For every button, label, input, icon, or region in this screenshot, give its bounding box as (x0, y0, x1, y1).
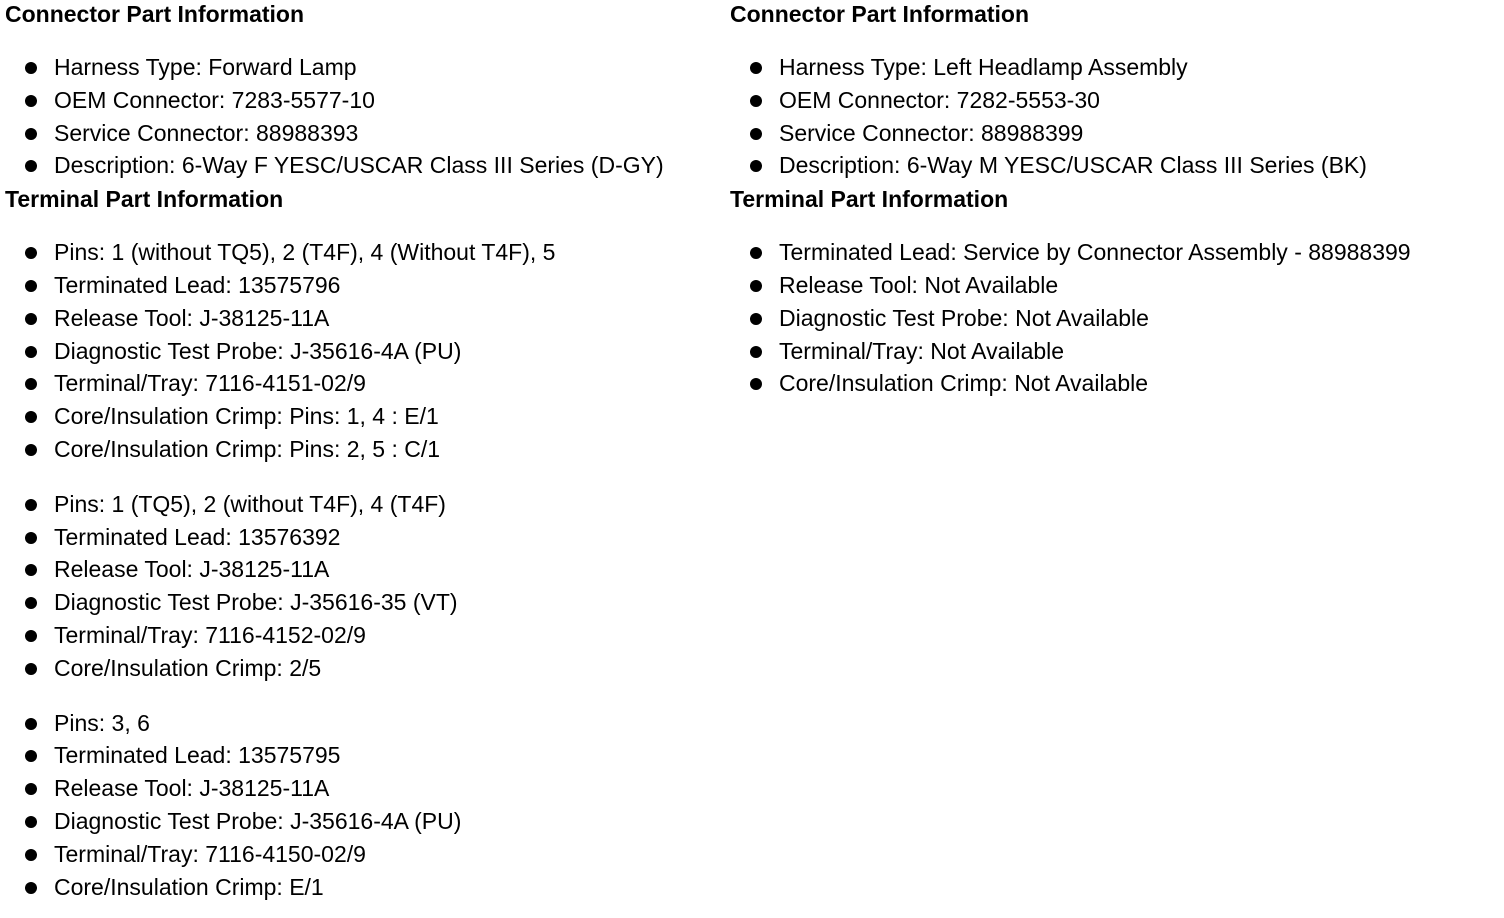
terminal-group-1 (730, 236, 1500, 400)
bullet-icon (750, 378, 762, 390)
bullet-icon (750, 95, 762, 107)
list-item: OEM Connector: 7282-5553-30 (730, 84, 1500, 117)
terminal-heading: Terminal Part Information (5, 186, 284, 213)
bullet-icon (25, 882, 37, 894)
list-item: Core/Insulation Crimp: Pins: 2, 5 : C/1 (5, 433, 725, 466)
bullet-icon (25, 816, 37, 828)
list-item: Diagnostic Test Probe: Not Available (730, 302, 1500, 335)
list-item: Release Tool: J-38125-11A (5, 553, 725, 586)
connector-heading: Connector Part Information (5, 1, 305, 27)
bullet-icon (750, 128, 762, 140)
list-item: Terminated Lead: 13575796 (5, 269, 725, 302)
bullet-icon (25, 95, 37, 107)
terminal-heading: Terminal Part Information (730, 186, 1009, 213)
bullet-icon (25, 378, 37, 390)
bullet-icon (750, 247, 762, 259)
bullet-icon (25, 346, 37, 358)
list-item: Service Connector: 88988399 (730, 117, 1500, 150)
terminal-group-3 (5, 707, 725, 904)
list-item: Core/Insulation Crimp: Not Available (730, 367, 1500, 400)
list-item: Harness Type: Left Headlamp Assembly (730, 51, 1500, 84)
list-item: Release Tool: Not Available (730, 269, 1500, 302)
list-item: Core/Insulation Crimp: 2/5 (5, 652, 725, 685)
bullet-icon (25, 783, 37, 795)
list-item: Release Tool: J-38125-11A (5, 772, 725, 805)
list-item: Terminal/Tray: 7116-4152-02/9 (5, 619, 725, 652)
list-item: Diagnostic Test Probe: J-35616-35 (VT) (5, 586, 725, 619)
bullet-icon (750, 160, 762, 172)
bullet-icon (25, 663, 37, 675)
terminal-group-1 (5, 236, 725, 466)
bullet-icon (25, 849, 37, 861)
list-item: Terminal/Tray: 7116-4151-02/9 (5, 367, 725, 400)
left-column (5, 0, 725, 903)
list-item: Diagnostic Test Probe: J-35616-4A (PU) (5, 335, 725, 368)
bullet-icon (25, 247, 37, 259)
list-item: OEM Connector: 7283-5577-10 (5, 84, 725, 117)
bullet-icon (25, 280, 37, 292)
list-item: Terminal/Tray: Not Available (730, 335, 1500, 368)
list-item: Service Connector: 88988393 (5, 117, 725, 150)
bullet-icon (25, 564, 37, 576)
list-item: Terminated Lead: 13575795 (5, 739, 725, 772)
bullet-icon (25, 718, 37, 730)
list-item: Terminated Lead: Service by Connector Assembly - 88988399 (730, 236, 1500, 269)
bullet-icon (25, 313, 37, 325)
bullet-icon (25, 597, 37, 609)
bullet-icon (750, 62, 762, 74)
list-item: Harness Type: Forward Lamp (5, 51, 725, 84)
list-item: Diagnostic Test Probe: J-35616-4A (PU) (5, 805, 725, 838)
bullet-icon (25, 444, 37, 456)
bullet-icon (25, 630, 37, 642)
bullet-icon (25, 62, 37, 74)
list-item: Pins: 1 (without TQ5), 2 (T4F), 4 (Without T4F), 5 (5, 236, 725, 269)
bullet-icon (25, 532, 37, 544)
connector-info-list (730, 51, 1500, 182)
connector-info-list (5, 51, 725, 182)
right-column (730, 0, 1500, 400)
list-item: Description: 6-Way F YESC/USCAR Class III Series (D-GY) (5, 149, 725, 182)
bullet-icon (25, 499, 37, 511)
bullet-icon (750, 346, 762, 358)
list-item: Pins: 1 (TQ5), 2 (without T4F), 4 (T4F) (5, 488, 725, 521)
list-item: Core/Insulation Crimp: Pins: 1, 4 : E/1 (5, 400, 725, 433)
list-item: Terminated Lead: 13576392 (5, 521, 725, 554)
list-item: Core/Insulation Crimp: E/1 (5, 871, 725, 904)
bullet-icon (25, 750, 37, 762)
list-item: Terminal/Tray: 7116-4150-02/9 (5, 838, 725, 871)
list-item: Description: 6-Way M YESC/USCAR Class III Series (BK) (730, 149, 1500, 182)
bullet-icon (25, 160, 37, 172)
bullet-icon (25, 411, 37, 423)
terminal-group-2 (5, 488, 725, 685)
bullet-icon (25, 128, 37, 140)
bullet-icon (750, 313, 762, 325)
list-item: Release Tool: J-38125-11A (5, 302, 725, 335)
bullet-icon (750, 280, 762, 292)
connector-heading: Connector Part Information (730, 1, 1030, 27)
list-item: Pins: 3, 6 (5, 707, 725, 740)
